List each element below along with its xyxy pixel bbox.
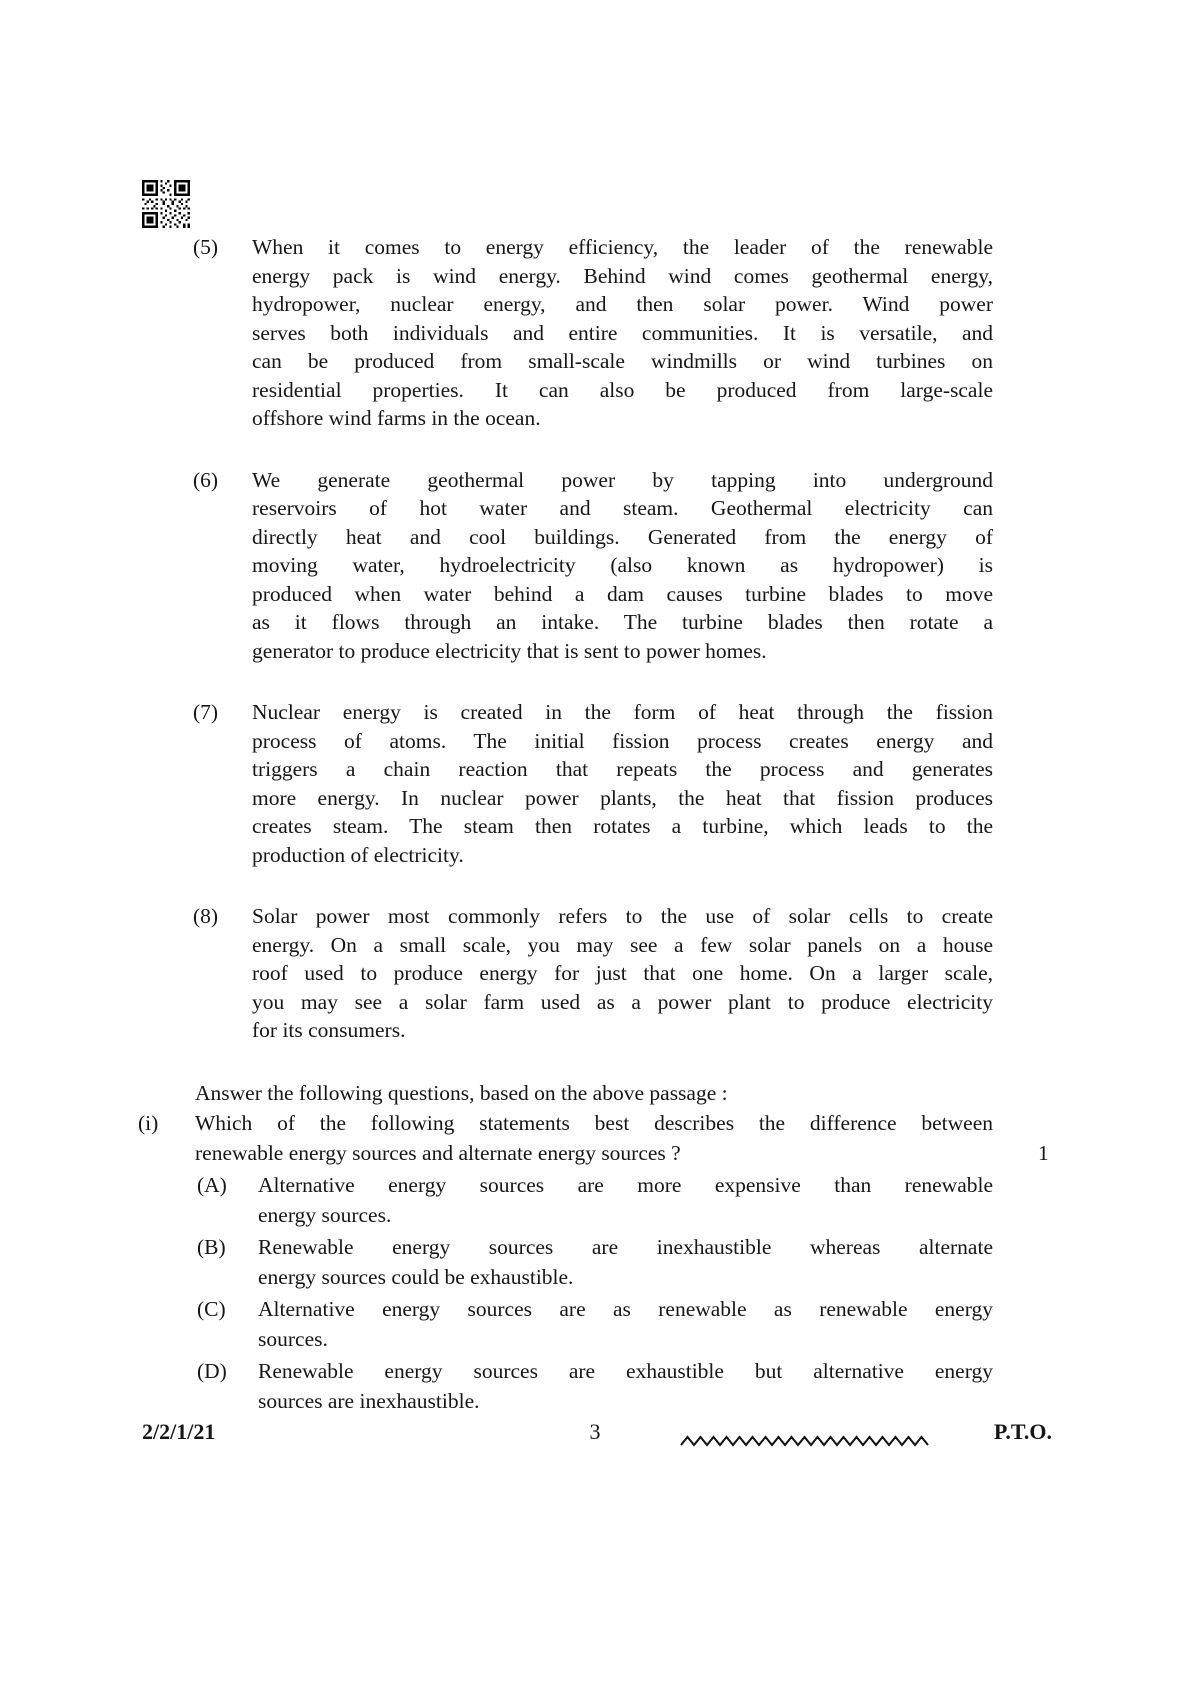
paper-code: 2/2/1/21 <box>142 1419 216 1444</box>
paragraph-number: (7) <box>193 700 219 724</box>
paragraph-line: When it comes to energy efficiency, the leader of the renewable <box>252 235 993 259</box>
option-item <box>195 1232 993 1292</box>
question-marks: 1 <box>1038 1141 1049 1165</box>
option-label: (B) <box>197 1235 226 1259</box>
paragraph-line: offshore wind farms in the ocean. <box>252 406 541 430</box>
question-line: Which of the following statements best describes the difference between <box>195 1111 993 1135</box>
paragraph-text <box>252 466 993 666</box>
option-item <box>195 1170 993 1230</box>
option-line: Renewable energy sources are exhaustible but alternative energy <box>258 1359 993 1383</box>
paragraph-line: Nuclear energy is created in the form of heat through the fission <box>252 700 993 724</box>
passage-paragraph <box>0 698 1190 869</box>
paragraph-line: produced when water behind a dam causes turbine blades to move <box>252 581 993 606</box>
paragraph-line: production of electricity. <box>252 842 464 867</box>
paragraph-line: reservoirs of hot water and steam. Geothermal electricity can <box>252 496 993 520</box>
paragraph-line: We generate geothermal power by tapping into underground <box>252 467 993 492</box>
paragraph-line: energy. On a small scale, you may see a few solar panels on a house <box>252 932 993 957</box>
question-list <box>0 1108 1190 1416</box>
paragraph-line: roof used to produce energy for just that one home. On a larger scale, <box>252 961 993 985</box>
paragraph-line: serves both individuals and entire communities. It is versatile, and <box>252 320 993 345</box>
paragraph-line: generator to produce electricity that is sent to power homes. <box>252 638 767 663</box>
questions-intro: Answer the following questions, based on the above passage : <box>195 1081 728 1105</box>
question-number: (i) <box>138 1111 159 1135</box>
paragraph-line: as it flows through an intake. The turbine blades then rotate a <box>252 610 993 634</box>
question-body <box>195 1108 1049 1416</box>
options-list <box>195 1170 993 1416</box>
option-label: (D) <box>197 1359 227 1383</box>
option-text <box>258 1232 993 1292</box>
question-item <box>0 1108 1190 1416</box>
option-item <box>195 1356 993 1416</box>
paragraph-text <box>252 233 993 433</box>
passage-paragraph <box>0 466 1190 666</box>
question-text <box>195 1108 993 1168</box>
paragraph-text <box>252 902 993 1045</box>
paragraph-line: Solar power most commonly refers to the use of solar cells to create <box>252 904 993 928</box>
option-line: Renewable energy sources are inexhaustible whereas alternate <box>258 1235 993 1259</box>
option-line: Alternative energy sources are as renewable as renewable energy <box>258 1297 993 1321</box>
paragraph-text <box>252 698 993 869</box>
passage-paragraph <box>0 233 1190 433</box>
paragraph-line: creates steam. The steam then rotates a turbine, which leads to the <box>252 814 993 838</box>
option-text <box>258 1170 993 1230</box>
option-text <box>258 1356 993 1416</box>
page-number: 3 <box>589 1419 601 1444</box>
paragraph-line: hydropower, nuclear energy, and then solar power. Wind power <box>252 292 993 316</box>
paragraph-line: triggers a chain reaction that repeats the process and generates <box>252 757 993 781</box>
paragraph-line: energy pack is wind energy. Behind wind comes geothermal energy, <box>252 263 993 288</box>
option-line: energy sources could be exhaustible. <box>258 1265 574 1289</box>
passage-section <box>0 233 1190 1045</box>
paragraph-line: you may see a solar farm used as a power plant to produce electricity <box>252 989 993 1014</box>
page-footer <box>0 1419 1190 1463</box>
paragraph-line: for its consumers. <box>252 1018 406 1042</box>
option-line: sources. <box>258 1327 328 1351</box>
qr-code-icon <box>142 180 190 228</box>
paragraph-line: more energy. In nuclear power plants, the heat that fission produces <box>252 785 993 810</box>
option-line: energy sources. <box>258 1203 392 1227</box>
paragraph-line: directly heat and cool buildings. Generated from the energy of <box>252 524 993 549</box>
paragraph-line: residential properties. It can also be produced from large-scale <box>252 377 993 402</box>
paragraph-number: (5) <box>193 235 219 259</box>
option-text <box>258 1294 993 1354</box>
option-label: (A) <box>197 1173 227 1197</box>
option-label: (C) <box>197 1297 226 1321</box>
paragraph-number: (6) <box>193 467 219 492</box>
questions-section <box>0 1078 1190 1416</box>
paragraph-number: (8) <box>193 904 219 928</box>
question-line: renewable energy sources and alternate energy sources ? <box>195 1141 681 1165</box>
zigzag-line-icon <box>680 1433 930 1449</box>
paragraph-line: process of atoms. The initial fission process creates energy and <box>252 728 993 753</box>
paragraph-line: can be produced from small-scale windmills or wind turbines on <box>252 349 993 373</box>
option-line: Alternative energy sources are more expensive than renewable <box>258 1173 993 1197</box>
option-line: sources are inexhaustible. <box>258 1389 480 1413</box>
passage-paragraph <box>0 902 1190 1045</box>
paragraph-line: moving water, hydroelectricity (also known as hydropower) is <box>252 553 993 577</box>
pto-label: P.T.O. <box>993 1419 1052 1444</box>
option-item <box>195 1294 993 1354</box>
